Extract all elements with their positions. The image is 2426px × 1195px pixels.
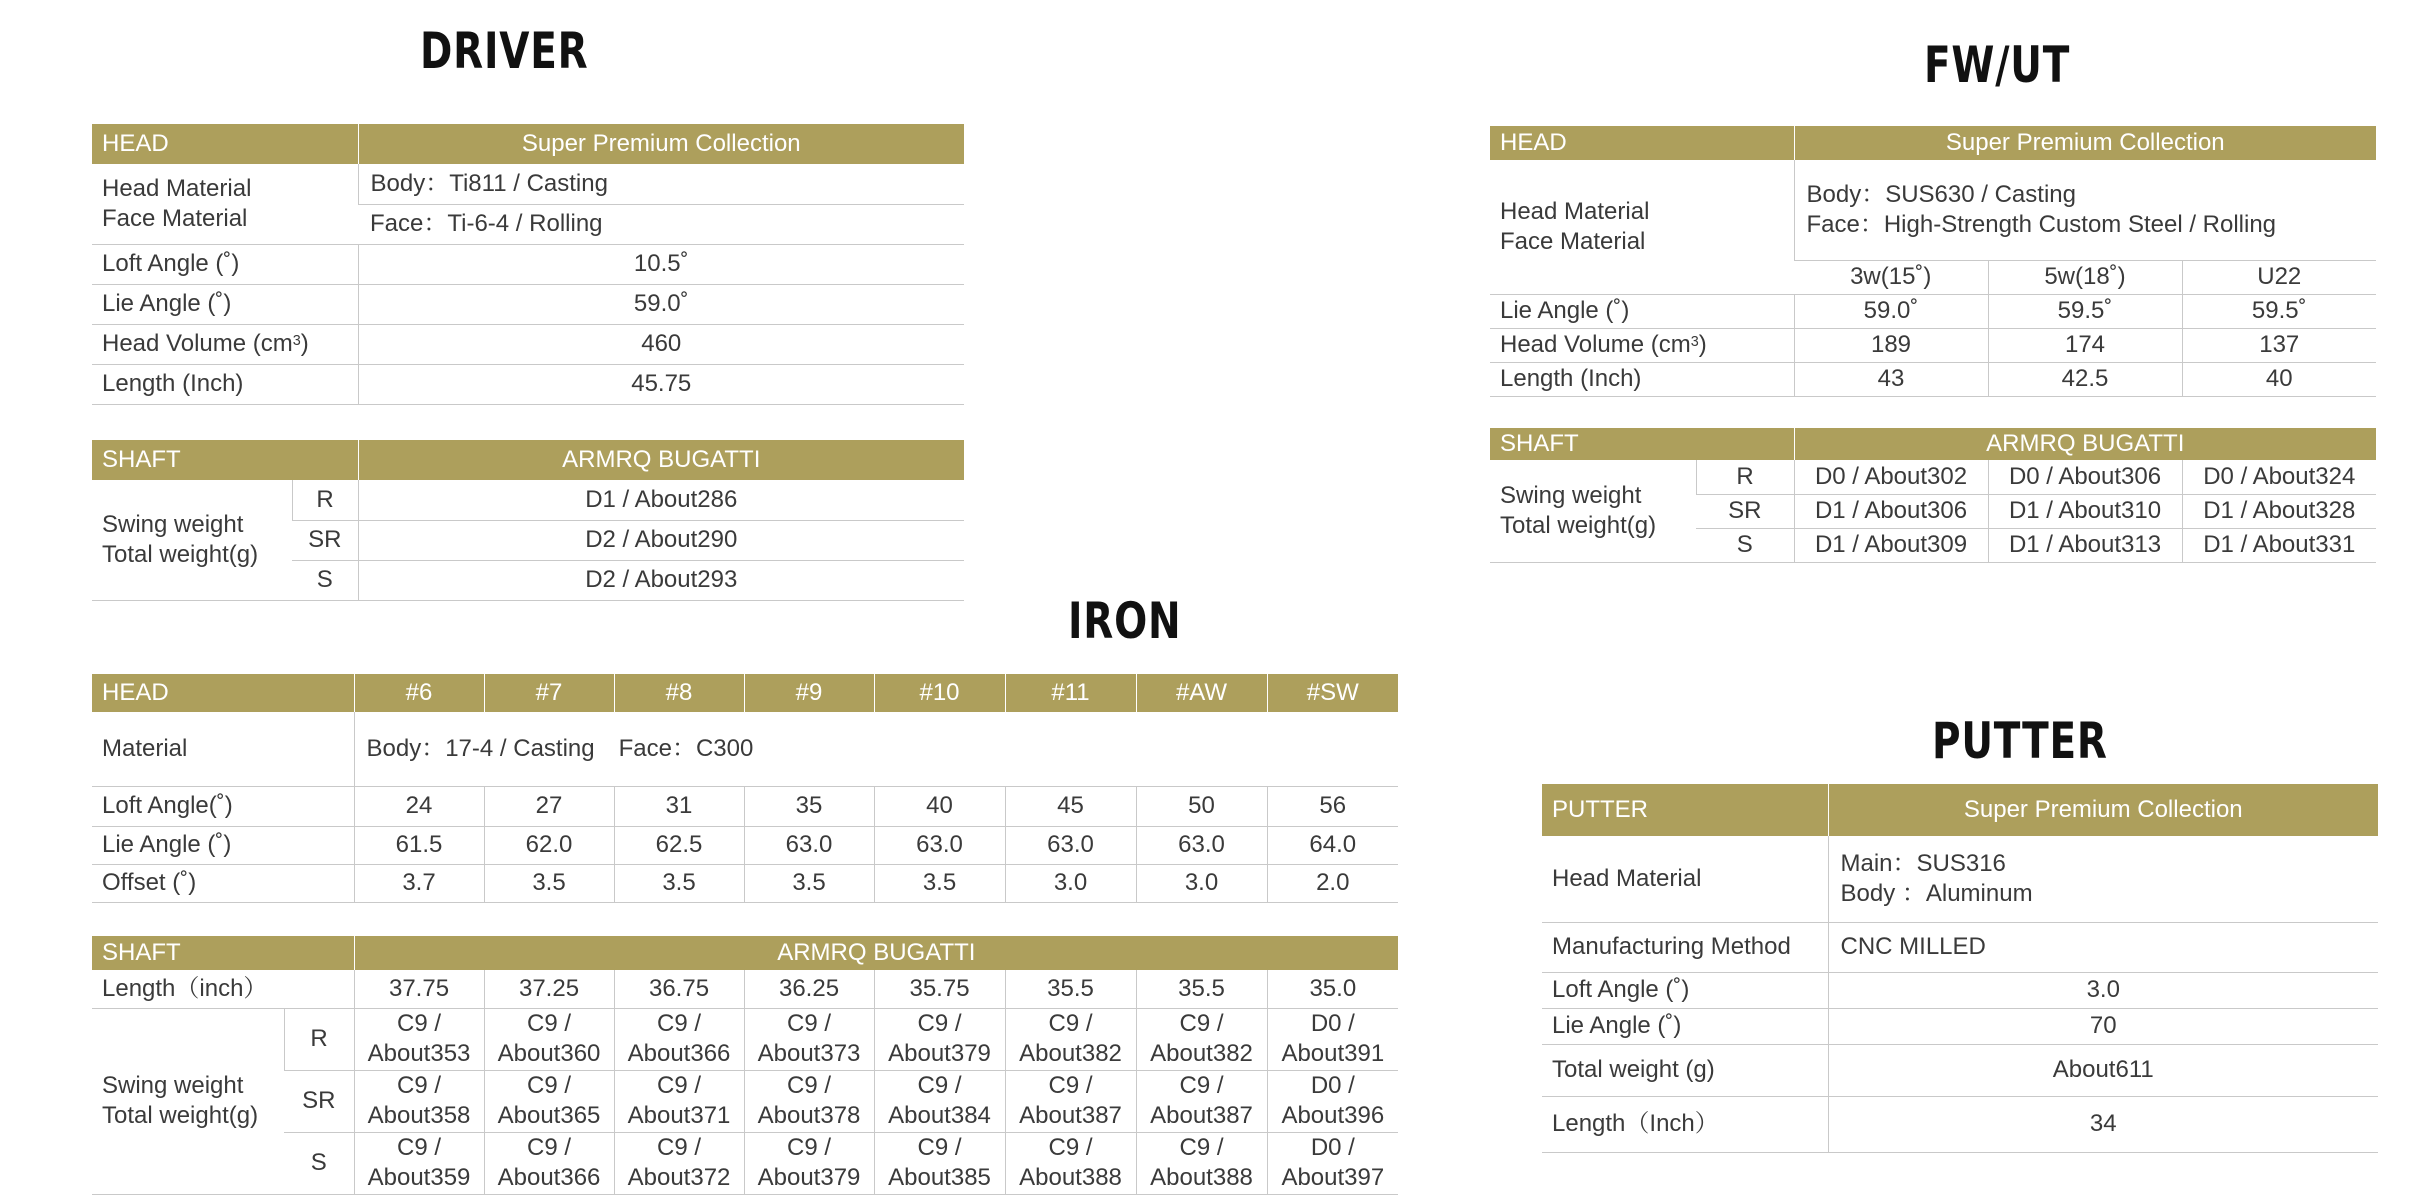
iron-club-aw: #AW: [1136, 674, 1267, 712]
driver-face-material: Face：Ti-6-4 / Rolling: [358, 204, 964, 244]
fwut-club-3w: 3w(15˚): [1794, 260, 1988, 294]
iron-loft-value: 31: [614, 786, 744, 826]
iron-loft-value: 27: [484, 786, 614, 826]
iron-offset-value: 3.5: [744, 864, 874, 902]
putter-loft-label: Loft Angle (˚): [1542, 972, 1828, 1008]
iron-material-label: Material: [92, 712, 354, 786]
iron-loft-value: 24: [354, 786, 484, 826]
driver-weight-r: D1 / About286: [358, 480, 964, 520]
fwut-shaft-name: ARMRQ BUGATTI: [1794, 428, 2376, 460]
iron-loft-value: 40: [874, 786, 1005, 826]
driver-weight-label: Swing weight Total weight(g): [92, 480, 292, 600]
iron-weight-sr: D0 / About396: [1267, 1070, 1398, 1132]
iron-length-label: Length（inch）: [92, 970, 354, 1008]
fwut-volume-u22: 137: [2182, 328, 2376, 362]
iron-weight-r: D0 / About391: [1267, 1008, 1398, 1070]
putter-label: PUTTER: [1542, 784, 1828, 836]
fwut-head-collection: Super Premium Collection: [1794, 126, 2376, 160]
iron-weight-sr: C9 / About387: [1136, 1070, 1267, 1132]
fwut-head-label: HEAD: [1490, 126, 1794, 160]
driver-head-table: [92, 124, 964, 405]
fwut-length-u22: 40: [2182, 362, 2376, 396]
iron-club-sw: #SW: [1267, 674, 1398, 712]
putter-method-value: CNC MILLED: [1828, 922, 2378, 972]
iron-weight-sr: C9 / About358: [354, 1070, 484, 1132]
iron-weight-s: C9 / About372: [614, 1132, 744, 1194]
fwut-length-5w: 42.5: [1988, 362, 2182, 396]
iron-shaft-table: [92, 936, 1398, 1195]
fwut-weight-sr-3w: D1 / About306: [1794, 494, 1988, 528]
iron-club-11: #11: [1005, 674, 1136, 712]
fwut-material-value: [1794, 160, 2376, 260]
fwut-lie-label: Lie Angle (˚): [1490, 294, 1794, 328]
driver-shaft-table: [92, 440, 964, 601]
fwut-head-table: [1490, 126, 2376, 397]
fwut-lie-5w: 59.5˚: [1988, 294, 2182, 328]
fwut-weight-r-u22: D0 / About324: [2182, 460, 2376, 494]
iron-offset-value: 3.5: [614, 864, 744, 902]
driver-length-label: Length (Inch): [92, 364, 358, 404]
driver-loft-label: Loft Angle (˚): [92, 244, 358, 284]
iron-flex-s: S: [284, 1132, 354, 1194]
iron-weight-s: C9 / About385: [874, 1132, 1005, 1194]
iron-length-value: 35.0: [1267, 970, 1398, 1008]
fwut-shaft-label: SHAFT: [1490, 428, 1794, 460]
iron-weight-s: C9 / About388: [1136, 1132, 1267, 1194]
driver-head-label: HEAD: [92, 124, 358, 164]
iron-lie-value: 63.0: [1005, 826, 1136, 864]
putter-length-label: Length（Inch）: [1542, 1096, 1828, 1152]
iron-weight-s: C9 / About379: [744, 1132, 874, 1194]
iron-length-value: 37.25: [484, 970, 614, 1008]
iron-weight-s: C9 / About366: [484, 1132, 614, 1194]
iron-weight-r: C9 / About382: [1005, 1008, 1136, 1070]
iron-length-value: 37.75: [354, 970, 484, 1008]
fwut-body-material: Body：SUS630 / Casting: [1806, 180, 2076, 208]
iron-weight-label: Swing weight Total weight(g): [92, 1008, 284, 1194]
driver-material-label: Head Material Face Material: [92, 164, 358, 244]
iron-flex-r: R: [284, 1008, 354, 1070]
iron-club-7: #7: [484, 674, 614, 712]
iron-offset-value: 3.5: [484, 864, 614, 902]
driver-shaft-name: ARMRQ BUGATTI: [358, 440, 964, 480]
iron-length-value: 36.25: [744, 970, 874, 1008]
driver-length-value: 45.75: [358, 364, 964, 404]
iron-lie-value: 62.5: [614, 826, 744, 864]
iron-title: IRON: [1068, 592, 1182, 650]
iron-material-value: Body：17-4 / Casting Face：C300: [354, 712, 1398, 786]
iron-shaft-name: ARMRQ BUGATTI: [354, 936, 1398, 970]
iron-club-8: #8: [614, 674, 744, 712]
iron-weight-sr: C9 / About371: [614, 1070, 744, 1132]
putter-material-value: Main：SUS316 Body ：Aluminum: [1828, 836, 2378, 922]
driver-volume-label: Head Volume $(cm^3)$: [92, 324, 358, 364]
fwut-material-label: Head Material Face Material: [1490, 160, 1794, 294]
driver-head-collection: Super Premium Collection: [358, 124, 964, 164]
iron-lie-value: 63.0: [874, 826, 1005, 864]
iron-weight-s: C9 / About388: [1005, 1132, 1136, 1194]
iron-lie-value: 64.0: [1267, 826, 1398, 864]
driver-weight-sr: D2 / About290: [358, 520, 964, 560]
putter-weight-label: Total weight (g): [1542, 1044, 1828, 1096]
putter-weight-value: About611: [1828, 1044, 2378, 1096]
driver-volume-value: 460: [358, 324, 964, 364]
putter-lie-value: 70: [1828, 1008, 2378, 1044]
iron-lie-value: 63.0: [744, 826, 874, 864]
iron-weight-r: C9 / About353: [354, 1008, 484, 1070]
driver-weight-s: D2 / About293: [358, 560, 964, 600]
iron-lie-value: 61.5: [354, 826, 484, 864]
iron-club-9: #9: [744, 674, 874, 712]
iron-club-6: #6: [354, 674, 484, 712]
fwut-weight-label: Swing weight Total weight(g): [1490, 460, 1696, 562]
fwut-club-u22: U22: [2182, 260, 2376, 294]
iron-flex-sr: SR: [284, 1070, 354, 1132]
fwut-length-3w: 43: [1794, 362, 1988, 396]
fwut-volume-label: Head Volume $(cm^3)$: [1490, 328, 1794, 362]
fwut-face-material: Face：High-Strength Custom Steel / Rolling: [1806, 210, 2277, 238]
iron-offset-value: 3.5: [874, 864, 1005, 902]
fwut-weight-s-5w: D1 / About313: [1988, 528, 2182, 562]
iron-club-10: #10: [874, 674, 1005, 712]
iron-weight-sr: C9 / About387: [1005, 1070, 1136, 1132]
fwut-volume-3w: 189: [1794, 328, 1988, 362]
iron-length-value: 35.5: [1136, 970, 1267, 1008]
fwut-flex-s: S: [1696, 528, 1794, 562]
driver-lie-label: Lie Angle (˚): [92, 284, 358, 324]
iron-head-label: HEAD: [92, 674, 354, 712]
fwut-shaft-table: [1490, 428, 2376, 563]
iron-loft-label: Loft Angle(˚): [92, 786, 354, 826]
iron-loft-value: 45: [1005, 786, 1136, 826]
driver-body-material: Body：Ti811 / Casting: [358, 164, 964, 204]
iron-loft-value: 56: [1267, 786, 1398, 826]
fwut-lie-3w: 59.0˚: [1794, 294, 1988, 328]
iron-weight-sr: C9 / About384: [874, 1070, 1005, 1132]
iron-weight-r: C9 / About366: [614, 1008, 744, 1070]
iron-loft-value: 50: [1136, 786, 1267, 826]
fwut-club-5w: 5w(18˚): [1988, 260, 2182, 294]
putter-loft-value: 3.0: [1828, 972, 2378, 1008]
iron-weight-s: C9 / About359: [354, 1132, 484, 1194]
putter-length-value: 34: [1828, 1096, 2378, 1152]
putter-lie-label: Lie Angle (˚): [1542, 1008, 1828, 1044]
fwut-weight-r-5w: D0 / About306: [1988, 460, 2182, 494]
driver-loft-value: 10.5˚: [358, 244, 964, 284]
iron-length-value: 35.5: [1005, 970, 1136, 1008]
iron-lie-value: 63.0: [1136, 826, 1267, 864]
iron-offset-value: 3.7: [354, 864, 484, 902]
fwut-length-label: Length (Inch): [1490, 362, 1794, 396]
fwut-weight-s-3w: D1 / About309: [1794, 528, 1988, 562]
putter-material-label: Head Material: [1542, 836, 1828, 922]
fwut-title: FW/UT: [1924, 36, 2071, 94]
iron-weight-r: C9 / About382: [1136, 1008, 1267, 1070]
iron-lie-label: Lie Angle (˚): [92, 826, 354, 864]
driver-flex-s: S: [292, 560, 358, 600]
fwut-lie-u22: 59.5˚: [2182, 294, 2376, 328]
putter-title: PUTTER: [1932, 712, 2108, 770]
driver-shaft-label: SHAFT: [92, 440, 358, 480]
iron-offset-value: 2.0: [1267, 864, 1398, 902]
fwut-flex-r: R: [1696, 460, 1794, 494]
iron-length-value: 35.75: [874, 970, 1005, 1008]
iron-weight-r: C9 / About360: [484, 1008, 614, 1070]
iron-weight-sr: C9 / About378: [744, 1070, 874, 1132]
putter-table: [1542, 784, 2378, 1153]
driver-flex-sr: SR: [292, 520, 358, 560]
iron-head-table: [92, 674, 1398, 903]
fwut-flex-sr: SR: [1696, 494, 1794, 528]
iron-lie-value: 62.0: [484, 826, 614, 864]
iron-weight-r: C9 / About373: [744, 1008, 874, 1070]
putter-method-label: Manufacturing Method: [1542, 922, 1828, 972]
putter-collection: Super Premium Collection: [1828, 784, 2378, 836]
iron-length-value: 36.75: [614, 970, 744, 1008]
iron-weight-r: C9 / About379: [874, 1008, 1005, 1070]
fwut-weight-sr-5w: D1 / About310: [1988, 494, 2182, 528]
iron-weight-sr: C9 / About365: [484, 1070, 614, 1132]
driver-title: DRIVER: [420, 22, 589, 80]
fwut-weight-s-u22: D1 / About331: [2182, 528, 2376, 562]
iron-offset-value: 3.0: [1136, 864, 1267, 902]
driver-lie-value: 59.0˚: [358, 284, 964, 324]
fwut-weight-r-3w: D0 / About302: [1794, 460, 1988, 494]
iron-offset-value: 3.0: [1005, 864, 1136, 902]
iron-loft-value: 35: [744, 786, 874, 826]
iron-weight-s: D0 / About397: [1267, 1132, 1398, 1194]
iron-offset-label: Offset (˚): [92, 864, 354, 902]
fwut-weight-sr-u22: D1 / About328: [2182, 494, 2376, 528]
driver-flex-r: R: [292, 480, 358, 520]
iron-shaft-label: SHAFT: [92, 936, 354, 970]
fwut-volume-5w: 174: [1988, 328, 2182, 362]
